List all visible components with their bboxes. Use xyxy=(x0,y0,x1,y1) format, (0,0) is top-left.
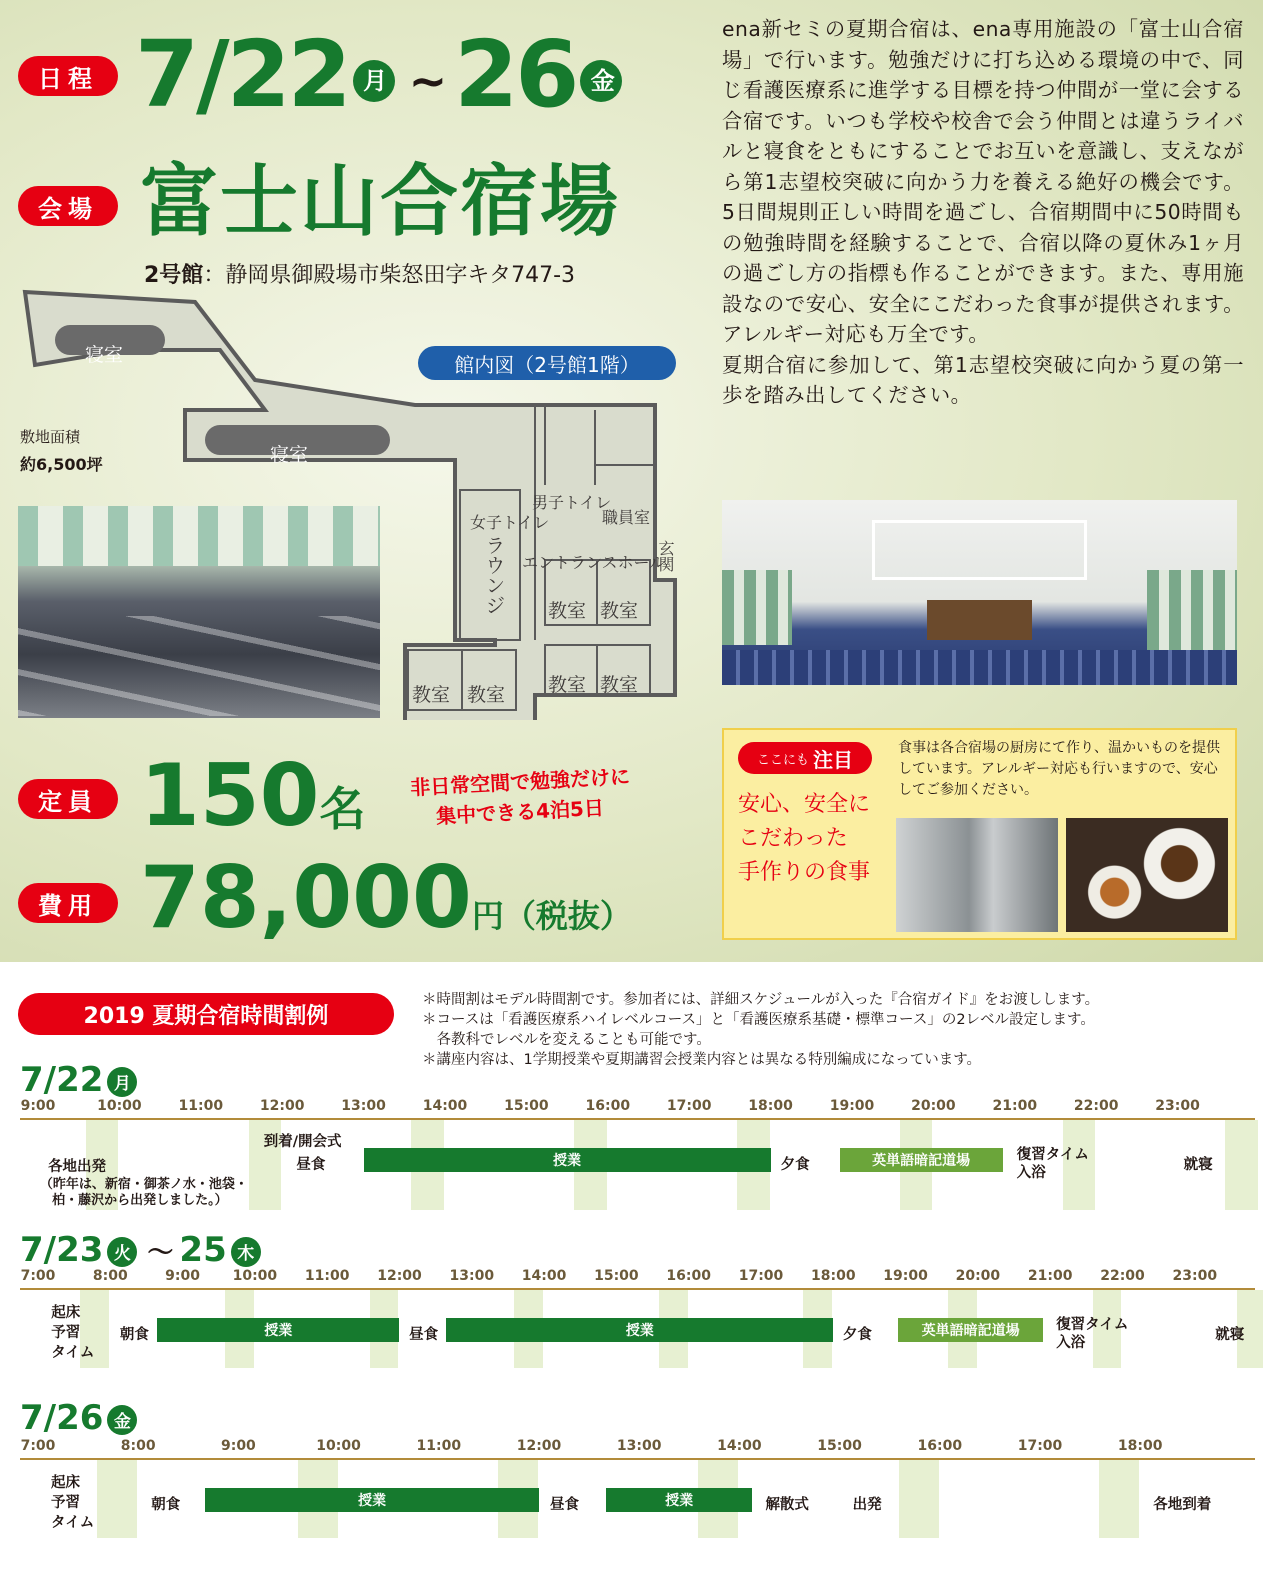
schedule-label: タイム xyxy=(51,1515,95,1531)
time-axis xyxy=(20,1288,1255,1290)
auditorium-photo xyxy=(722,500,1237,685)
day1-heading xyxy=(20,1060,141,1100)
time-tick-label: 22:00 xyxy=(1100,1268,1145,1284)
classroom-label: 教室 xyxy=(600,600,639,622)
day1-date: 7/22 xyxy=(20,1060,104,1100)
classroom-label: 教室 xyxy=(412,684,451,706)
schedule-label: 入浴 xyxy=(1016,1165,1046,1181)
schedule-label: 昼食 xyxy=(296,1157,326,1173)
badge-prefix: ここにも xyxy=(756,752,809,768)
schedule-label: 朝食 xyxy=(119,1327,149,1343)
time-tick-label: 18:00 xyxy=(748,1098,793,1114)
time-tick-label: 13:00 xyxy=(449,1268,495,1284)
hour-stripe xyxy=(1063,1120,1096,1210)
time-tick-label: 18:00 xyxy=(811,1268,856,1284)
fee-unit: 円（税抜） xyxy=(471,897,632,935)
day2-dow-end: 木 xyxy=(231,1237,261,1267)
timetable-note: 各教科でレベルを変えることも可能です。 xyxy=(422,1032,711,1048)
time-tick-label: 23:00 xyxy=(1172,1268,1218,1284)
time-tick-label: 16:00 xyxy=(585,1098,631,1114)
headline-line: 安心、安全に xyxy=(738,792,871,817)
schedule-label: 出発 xyxy=(852,1497,882,1513)
time-tick-label: 20:00 xyxy=(955,1268,1001,1284)
time-tick-label: 8:00 xyxy=(120,1438,156,1454)
time-tick-label: 18:00 xyxy=(1117,1438,1163,1454)
hour-stripe xyxy=(1099,1460,1139,1538)
classroom-label: 教室 xyxy=(548,674,587,696)
schedule-label: 解散式 xyxy=(765,1497,809,1513)
schedule-label: 起床 xyxy=(51,1475,80,1491)
time-tick-label: 14:00 xyxy=(521,1268,567,1284)
time-tick-label: 7:00 xyxy=(20,1438,56,1454)
schedule-label: 復習タイム xyxy=(1016,1147,1089,1163)
meal-photo xyxy=(1066,818,1228,932)
schedule-label: 復習タイム xyxy=(1056,1317,1129,1333)
schedule-label: 起床 xyxy=(51,1305,81,1321)
schedule-label: タイム xyxy=(51,1345,95,1361)
event-description xyxy=(722,14,1244,411)
mens-wc-label: 男子トイレ xyxy=(532,493,612,512)
time-tick-label: 14:00 xyxy=(717,1438,762,1454)
kitchen-photo xyxy=(896,818,1058,932)
time-tick-label: 15:00 xyxy=(817,1438,862,1454)
venue-name: 富士山合宿場 xyxy=(140,157,621,247)
capacity-value: 150 xyxy=(140,746,320,846)
capacity-label: 定員 xyxy=(18,779,118,819)
schedule-label: 日程 xyxy=(18,56,118,96)
headline-line: こだわった xyxy=(738,826,848,851)
date-end: 26 xyxy=(454,21,577,128)
capacity-unit: 名 xyxy=(319,782,366,836)
floor-plan-title: 館内図（2号館1階） xyxy=(418,346,676,380)
time-tick-label: 7:00 xyxy=(20,1268,56,1284)
schedule-label: 朝食 xyxy=(151,1497,181,1513)
womens-wc-label: 女子トイレ xyxy=(470,513,550,532)
badge-main: 注目 xyxy=(813,747,853,772)
classroom-label: 教室 xyxy=(548,600,587,622)
time-tick-label: 17:00 xyxy=(1017,1438,1063,1454)
time-tick-label: 15:00 xyxy=(594,1268,639,1284)
hour-stripe xyxy=(899,1460,939,1538)
schedule-label: 昼食 xyxy=(409,1327,439,1343)
date-tilde: ~ xyxy=(408,53,445,108)
event-dates xyxy=(135,20,626,136)
schedule-label: 入浴 xyxy=(1056,1335,1086,1351)
headline-line: 手作りの食事 xyxy=(738,860,871,885)
schedule-label: 就寝 xyxy=(1183,1157,1213,1173)
time-tick-label: 9:00 xyxy=(20,1098,56,1114)
catch-line-1: 非日常空間で勉強だけに xyxy=(409,764,631,800)
day1-dow: 月 xyxy=(107,1067,137,1097)
time-tick-label: 11:00 xyxy=(304,1268,350,1284)
time-tick-label: 19:00 xyxy=(829,1098,875,1114)
schedule-label: 各地出発 xyxy=(48,1159,107,1175)
capacity xyxy=(140,746,366,859)
time-tick-label: 12:00 xyxy=(516,1438,562,1454)
day3-dow: 金 xyxy=(107,1405,137,1435)
time-tick-label: 14:00 xyxy=(422,1098,468,1114)
day2-dow: 火 xyxy=(107,1237,137,1267)
time-axis xyxy=(20,1458,1255,1460)
time-tick-label: 23:00 xyxy=(1155,1098,1200,1114)
address-text: ：静岡県御殿場市柴怒田字キタ747-3 xyxy=(203,263,576,288)
staff-room-label: 職員室 xyxy=(602,508,651,527)
fee xyxy=(140,848,632,966)
time-tick-label: 8:00 xyxy=(92,1268,128,1284)
building-name: 2号館 xyxy=(144,263,204,288)
schedule-label: 夕食 xyxy=(780,1157,810,1173)
date-start: 7/22 xyxy=(135,21,349,128)
day2-date: 7/23 xyxy=(20,1230,104,1270)
time-tick-label: 20:00 xyxy=(911,1098,956,1114)
timetable-note: ＊時間割はモデル時間割です。参加者には、詳細スケジュールが入った『合宿ガイド』をお渡しします。 xyxy=(422,992,1100,1008)
day-start-badge: 月 xyxy=(353,60,395,102)
lounge-label: ラウンジ xyxy=(482,535,506,615)
day2-tilde: ～ xyxy=(147,1238,174,1268)
time-tick-label: 17:00 xyxy=(666,1098,712,1114)
bedroom-1-label: 寝室 xyxy=(85,344,124,366)
schedule-label: 予習 xyxy=(51,1325,81,1341)
schedule-block-class2: 授業 xyxy=(606,1488,752,1512)
site-area-label: 敷地面積 xyxy=(20,428,81,446)
schedule-block-vocab: 英単語暗記道場 xyxy=(898,1318,1043,1342)
timetable-note: ＊コースは「看護医療系ハイレベルコース」と「看護医療系基礎・標準コース」の2レベル設定します。 xyxy=(422,1012,1095,1028)
time-tick-label: 21:00 xyxy=(992,1098,1038,1114)
venue-label: 会場 xyxy=(18,186,118,226)
schedule-block-class1: 授業 xyxy=(205,1488,539,1512)
entrance-hall-label: エントランスホール xyxy=(522,553,666,572)
time-tick-label: 16:00 xyxy=(666,1268,711,1284)
time-tick-label: 11:00 xyxy=(416,1438,462,1454)
schedule-label: 各地到着 xyxy=(1153,1497,1212,1513)
meal-info-box xyxy=(722,728,1237,940)
hour-stripe xyxy=(1225,1120,1258,1210)
schedule-label: 就寝 xyxy=(1215,1327,1245,1343)
schedule-label: 予習 xyxy=(51,1495,80,1511)
hour-stripe xyxy=(97,1460,137,1538)
time-tick-label: 22:00 xyxy=(1073,1098,1119,1114)
day3-date: 7/26 xyxy=(20,1398,104,1438)
timetable-note: ＊講座内容は、1学期授業や夏期講習会授業内容とは異なる特別編成になっています。 xyxy=(422,1052,982,1068)
meal-text: 食事は各合宿場の厨房にて作り、温かいものを提供しています。アレルギー対応も行いますので、安心してご参加ください。 xyxy=(898,740,1220,798)
time-axis xyxy=(20,1118,1255,1120)
schedule-block-class: 授業 xyxy=(364,1148,771,1172)
time-tick-label: 16:00 xyxy=(917,1438,963,1454)
time-tick-label: 10:00 xyxy=(97,1098,142,1114)
time-tick-label: 13:00 xyxy=(341,1098,386,1114)
time-tick-label: 12:00 xyxy=(377,1268,422,1284)
day2-date-end: 25 xyxy=(179,1230,227,1270)
catch-line-2: 集中できる4泊5日 xyxy=(435,795,605,829)
time-tick-label: 9:00 xyxy=(165,1268,201,1284)
schedule-block-class2: 授業 xyxy=(446,1318,833,1342)
time-tick-label: 11:00 xyxy=(178,1098,224,1114)
fee-label: 費用 xyxy=(18,883,118,923)
classroom-label: 教室 xyxy=(600,674,639,696)
description-closing: 夏期合宿に参加して、第1志望校突破に向かう夏の第一歩を踏み出してください。 xyxy=(722,352,1244,407)
time-tick-label: 9:00 xyxy=(220,1438,256,1454)
fee-value: 78,000 xyxy=(140,848,472,948)
schedule-label: 到着/開会式 xyxy=(263,1134,342,1150)
schedule-label: 柏・藤沢から出発しました。） xyxy=(52,1193,228,1208)
time-tick-label: 15:00 xyxy=(504,1098,549,1114)
timetable-title: 2019 夏期合宿時間割例 xyxy=(18,993,394,1035)
time-tick-label: 13:00 xyxy=(616,1438,662,1454)
day3-heading xyxy=(20,1398,141,1438)
meal-headline xyxy=(738,788,870,890)
schedule-block-class1: 授業 xyxy=(157,1318,399,1342)
time-tick-label: 17:00 xyxy=(738,1268,784,1284)
description-body: ena新セミの夏期合宿は、ena専用施設の「富士山合宿場」で行います。勉強だけに打ち込める環境の中で、同じ看護医療系に進学する目標を持つ仲間が一堂に会する合宿です。いつも学校や校舎で会う仲間とは違うライバルと寝食をともにすることでお互いを意識し、支えながら第1志望校突破に向かう力を養える絶好の機会です。5日間規則正しい時間を過ごし、合宿期間中に50時間もの勉強時間を経験することで、合宿以降の夏休み1ヶ月の過ごし方の指標も作ることができます。また、専用施設なので安心、安全にこだわった食事が提供されます。アレルギー対応も万全です。 xyxy=(722,17,1244,346)
day-end-badge: 金 xyxy=(580,60,622,102)
schedule-block-vocab: 英単語暗記道場 xyxy=(840,1148,1003,1172)
study-hall-photo xyxy=(18,506,380,718)
time-tick-label: 21:00 xyxy=(1027,1268,1073,1284)
schedule-label: （昨年は、新宿・御茶ノ水・池袋・ xyxy=(39,1177,248,1192)
attention-badge xyxy=(738,742,872,774)
schedule-label: 昼食 xyxy=(550,1497,579,1513)
classroom-label: 教室 xyxy=(467,684,506,706)
schedule-label: 夕食 xyxy=(842,1327,872,1343)
day2-heading xyxy=(20,1230,265,1270)
time-tick-label: 10:00 xyxy=(316,1438,361,1454)
site-area-value: 約6,500坪 xyxy=(20,455,103,474)
bedroom-2-label: 寝室 xyxy=(270,444,309,466)
time-tick-label: 19:00 xyxy=(883,1268,928,1284)
time-tick-label: 10:00 xyxy=(232,1268,278,1284)
genkan-label: 玄関 xyxy=(656,540,675,572)
time-tick-label: 12:00 xyxy=(259,1098,305,1114)
